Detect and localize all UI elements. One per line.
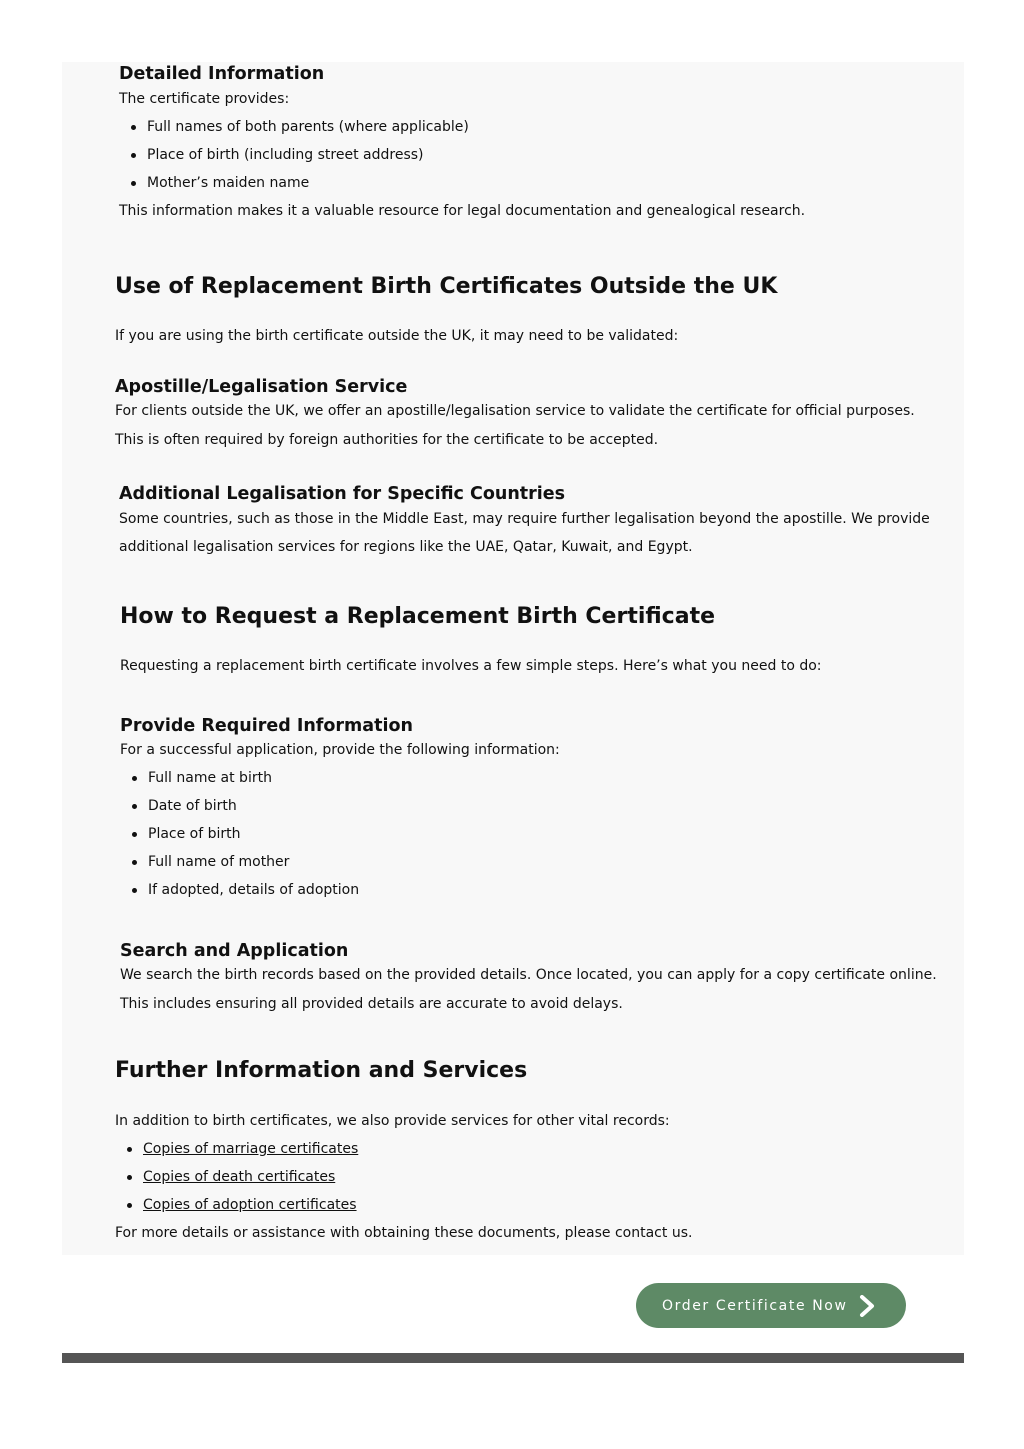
- list-item: Full name of mother: [120, 848, 359, 876]
- outside-uk-heading: Use of Replacement Birth Certificates Outside the UK: [115, 274, 778, 299]
- further-info-intro: In addition to birth certificates, we also provide services for other vital records:: [115, 1113, 670, 1129]
- list-item: Full name at birth: [120, 764, 359, 792]
- apostille-heading: Apostille/Legalisation Service: [115, 377, 408, 397]
- other-records-list: [115, 1135, 358, 1219]
- search-application-text-2: This includes ensuring all provided details are accurate to avoid delays.: [120, 996, 623, 1012]
- additional-legalisation-text-1: Some countries, such as those in the Middle East, may require further legalisation beyond the apostille. We provide: [119, 511, 930, 527]
- provide-info-intro: For a successful application, provide the following information:: [120, 742, 560, 758]
- apostille-text-2: This is often required by foreign authorities for the certificate to be accepted.: [115, 432, 659, 448]
- order-certificate-label: Order Certificate Now: [662, 1297, 848, 1314]
- list-item: [115, 1135, 358, 1163]
- list-item: Full names of both parents (where applicable): [119, 113, 469, 141]
- marriage-certificates-link[interactable]: Copies of marriage certificates: [143, 1141, 359, 1157]
- outside-uk-intro: If you are using the birth certificate outside the UK, it may need to be validated:: [115, 328, 679, 344]
- detailed-info-intro: The certificate provides:: [119, 91, 290, 107]
- additional-legalisation-text-2: additional legalisation services for regions like the UAE, Qatar, Kuwait, and Egypt.: [119, 539, 693, 555]
- apostille-text-1: For clients outside the UK, we offer an apostille/legalisation service to validate the certificate for official purposes.: [115, 403, 915, 419]
- list-item: [115, 1163, 358, 1191]
- search-application-heading: Search and Application: [120, 941, 349, 961]
- provide-info-heading: Provide Required Information: [120, 716, 413, 736]
- list-item: Date of birth: [120, 792, 359, 820]
- request-heading: How to Request a Replacement Birth Certificate: [120, 604, 716, 629]
- request-intro: Requesting a replacement birth certificate involves a few simple steps. Here’s what you need to do:: [120, 658, 822, 674]
- chevron-right-icon: [858, 1295, 876, 1317]
- adoption-certificates-link[interactable]: Copies of adoption certificates: [143, 1197, 357, 1213]
- list-item: If adopted, details of adoption: [120, 876, 359, 904]
- list-item: [115, 1191, 358, 1219]
- list-item: Place of birth (including street address): [119, 141, 469, 169]
- footer-divider-bar: [62, 1353, 964, 1363]
- detailed-info-heading: Detailed Information: [119, 64, 325, 84]
- list-item: Mother’s maiden name: [119, 169, 469, 197]
- search-application-text-1: We search the birth records based on the provided details. Once located, you can apply for a copy certificate online.: [120, 967, 937, 983]
- required-info-list: [120, 764, 359, 904]
- order-certificate-button[interactable]: [636, 1283, 906, 1328]
- further-info-outro: For more details or assistance with obtaining these documents, please contact us.: [115, 1225, 693, 1241]
- detailed-info-list: [119, 113, 469, 197]
- detailed-info-outro: This information makes it a valuable resource for legal documentation and genealogical research.: [119, 203, 806, 219]
- death-certificates-link[interactable]: Copies of death certificates: [143, 1169, 336, 1185]
- further-info-heading: Further Information and Services: [115, 1058, 528, 1083]
- list-item: Place of birth: [120, 820, 359, 848]
- additional-legalisation-heading: Additional Legalisation for Specific Countries: [119, 484, 566, 504]
